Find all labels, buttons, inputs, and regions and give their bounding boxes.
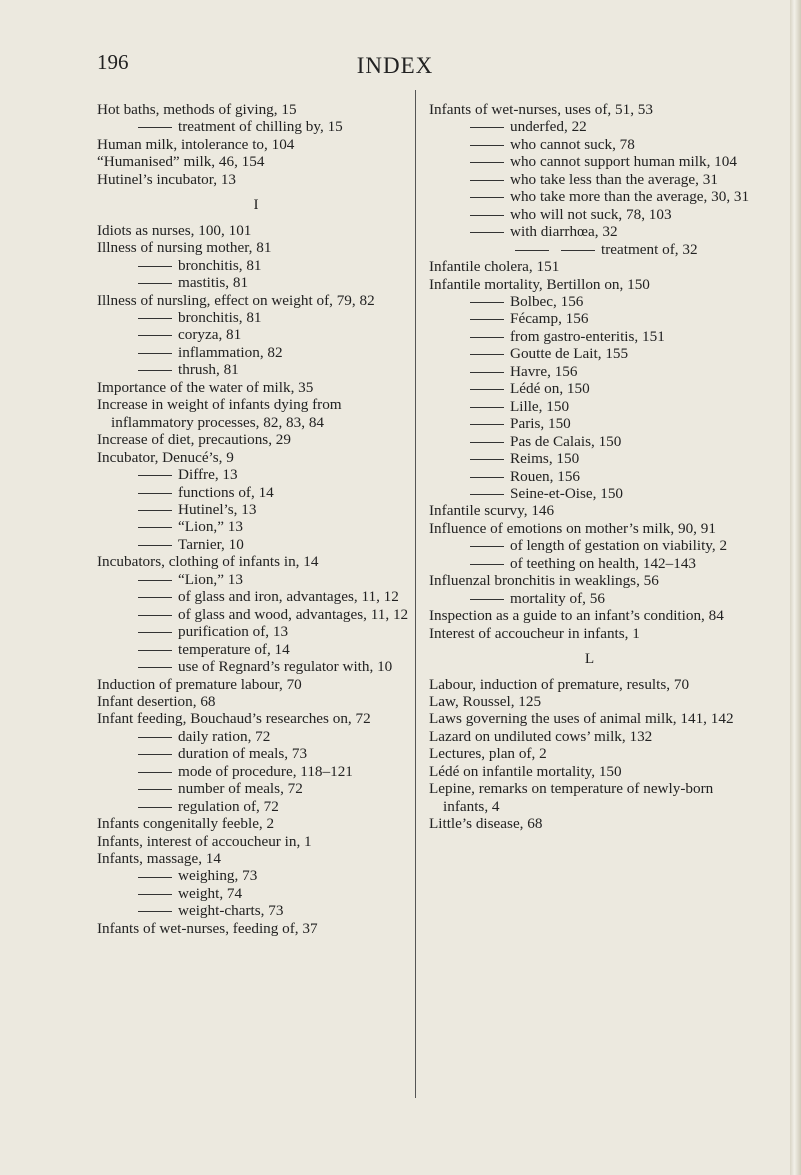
index-column-left xyxy=(97,101,415,937)
entry-text: “Humanised” milk, 46, 154 xyxy=(97,153,265,171)
entry-text: Pas de Calais, 150 xyxy=(510,432,622,450)
entry-text: Labour, induction of premature, results, 70 xyxy=(429,675,690,693)
index-entry xyxy=(97,920,415,937)
entry-text: Idiots as nurses, 100, 101 xyxy=(97,221,252,239)
ditto-dash xyxy=(138,370,172,371)
ditto-dash xyxy=(561,250,595,251)
index-subentry xyxy=(97,728,415,745)
entry-text: Lepine, remarks on temperature of newly-born infants, 4 xyxy=(429,780,714,815)
entry-text: weight, 74 xyxy=(178,884,243,902)
index-entry xyxy=(97,101,415,118)
ditto-dash xyxy=(470,337,504,338)
entry-text: Hutinel’s incubator, 13 xyxy=(97,170,237,188)
index-subentry xyxy=(429,328,750,345)
entry-text: Lédé on, 150 xyxy=(510,380,590,398)
ditto-dash xyxy=(138,911,172,912)
entry-text: of glass and iron, advantages, 11, 12 xyxy=(178,588,399,606)
entry-text: temperature of, 14 xyxy=(178,640,290,658)
index-subentry xyxy=(429,241,750,258)
entry-text: Inspection as a guide to an infant’s condition, 84 xyxy=(429,607,724,625)
index-entry xyxy=(97,292,415,309)
index-entry xyxy=(97,676,415,693)
ditto-dash xyxy=(470,389,504,390)
ditto-dash xyxy=(470,442,504,443)
index-subentry xyxy=(97,466,415,483)
index-entry xyxy=(97,239,415,256)
entry-text: Influenzal bronchitis in weaklings, 56 xyxy=(429,572,659,590)
entry-text: Illness of nursling, effect on weight of, 79, 82 xyxy=(97,291,375,309)
entry-text: Laws governing the uses of animal milk, 141, 142 xyxy=(429,710,734,728)
index-entry xyxy=(97,171,415,188)
entry-text: Rouen, 156 xyxy=(510,467,581,485)
index-subentry xyxy=(97,780,415,797)
column-divider xyxy=(415,90,416,1098)
index-entry xyxy=(97,449,415,466)
index-subentry xyxy=(429,380,750,397)
ditto-dash xyxy=(138,789,172,790)
entry-text: “Lion,” 13 xyxy=(178,518,243,536)
index-entry xyxy=(97,850,415,867)
ditto-dash xyxy=(470,319,504,320)
ditto-dash xyxy=(138,894,172,895)
entry-text: mortality of, 56 xyxy=(510,589,605,607)
index-subentry xyxy=(97,118,415,135)
ditto-dash xyxy=(470,546,504,547)
entry-text: with diarrhœa, 32 xyxy=(510,223,618,241)
entry-text: who will not suck, 78, 103 xyxy=(510,205,672,223)
index-subentry xyxy=(97,484,415,501)
page-edge xyxy=(790,0,801,1175)
entry-text: mode of procedure, 118–121 xyxy=(178,762,353,780)
entry-text: inflammation, 82 xyxy=(178,343,283,361)
index-entry xyxy=(97,815,415,832)
ditto-dash xyxy=(138,597,172,598)
index-subentry xyxy=(429,485,750,502)
ditto-dash xyxy=(138,283,172,284)
entry-text: Infants, interest of accoucheur in, 1 xyxy=(97,832,312,850)
index-subentry xyxy=(429,398,750,415)
entry-text: Lazard on undiluted cows’ milk, 132 xyxy=(429,727,653,745)
entry-text: purification of, 13 xyxy=(178,623,289,641)
index-subentry xyxy=(429,468,750,485)
index-column-right xyxy=(429,101,750,833)
entry-text: Increase in weight of infants dying from inflammatory processes, 82, 83, 84 xyxy=(97,396,342,431)
index-entry xyxy=(97,396,415,431)
entry-text: Lectures, plan of, 2 xyxy=(429,745,547,763)
index-subentry xyxy=(97,745,415,762)
section-letter: L xyxy=(584,650,595,668)
index-entry xyxy=(429,625,750,642)
index-entry xyxy=(429,101,750,118)
entry-text: use of Regnard’s regulator with, 10 xyxy=(178,658,393,676)
ditto-dash xyxy=(138,510,172,511)
ditto-dash xyxy=(470,354,504,355)
index-entry xyxy=(429,780,750,815)
ditto-dash xyxy=(470,372,504,373)
entry-text: bronchitis, 81 xyxy=(178,308,262,326)
index-subentry xyxy=(429,555,750,572)
ditto-dash xyxy=(138,266,172,267)
entry-text: Infantile scurvy, 146 xyxy=(429,502,555,520)
index-entry xyxy=(97,833,415,850)
entry-text: who cannot support human milk, 104 xyxy=(510,153,737,171)
entry-text: Incubator, Denucé’s, 9 xyxy=(97,448,234,466)
index-entry xyxy=(429,728,750,745)
entry-text: treatment of chilling by, 15 xyxy=(178,118,343,136)
ditto-dash xyxy=(470,564,504,565)
index-subentry xyxy=(429,363,750,380)
index-subentry xyxy=(97,623,415,640)
index-entry xyxy=(97,710,415,727)
index-subentry xyxy=(429,537,750,554)
index-subentry xyxy=(97,518,415,535)
index-subentry xyxy=(429,206,750,223)
ditto-dash xyxy=(470,215,504,216)
entry-text: Increase of diet, precautions, 29 xyxy=(97,431,291,449)
index-entry xyxy=(429,815,750,832)
entry-text: Infant desertion, 68 xyxy=(97,692,216,710)
entry-text: Fécamp, 156 xyxy=(510,310,589,328)
entry-text: Infants, massage, 14 xyxy=(97,850,221,868)
ditto-dash xyxy=(470,494,504,495)
ditto-dash xyxy=(138,615,172,616)
index-entry xyxy=(429,710,750,727)
index-entry xyxy=(429,572,750,589)
ditto-dash xyxy=(470,599,504,600)
ditto-dash xyxy=(138,527,172,528)
entry-text: Reims, 150 xyxy=(510,450,580,468)
entry-text: bronchitis, 81 xyxy=(178,256,262,274)
ditto-dash xyxy=(138,318,172,319)
index-subentry xyxy=(429,136,750,153)
section-letter: I xyxy=(253,196,259,214)
entry-text: Lédé on infantile mortality, 150 xyxy=(429,762,622,780)
index-subentry xyxy=(429,293,750,310)
index-subentry xyxy=(429,590,750,607)
ditto-dash xyxy=(470,197,504,198)
page-number: 196 xyxy=(97,50,129,74)
ditto-dash xyxy=(470,162,504,163)
ditto-dash xyxy=(138,353,172,354)
entry-text: of teething on health, 142–143 xyxy=(510,554,697,572)
ditto-dash xyxy=(470,477,504,478)
index-subentry xyxy=(429,118,750,135)
index-entry xyxy=(429,258,750,275)
index-subentry xyxy=(97,588,415,605)
entry-text: Bolbec, 156 xyxy=(510,292,584,310)
entry-text: Havre, 156 xyxy=(510,362,578,380)
index-subentry xyxy=(97,361,415,378)
index-subentry xyxy=(97,274,415,291)
ditto-dash xyxy=(138,807,172,808)
entry-text: Goutte de Lait, 155 xyxy=(510,345,629,363)
entry-text: who cannot suck, 78 xyxy=(510,135,635,153)
entry-text: “Lion,” 13 xyxy=(178,570,243,588)
entry-text: Paris, 150 xyxy=(510,415,571,433)
entry-text: duration of meals, 73 xyxy=(178,745,308,763)
index-entry xyxy=(97,553,415,570)
ditto-dash xyxy=(138,632,172,633)
ditto-dash xyxy=(138,667,172,668)
entry-text: Infants congenitally feeble, 2 xyxy=(97,815,275,833)
ditto-dash xyxy=(470,232,504,233)
index-entry xyxy=(97,379,415,396)
ditto-dash xyxy=(138,335,172,336)
ditto-dash xyxy=(138,545,172,546)
index-entry xyxy=(97,153,415,170)
ditto-dash xyxy=(138,877,172,878)
entry-text: Incubators, clothing of infants in, 14 xyxy=(97,553,319,571)
ditto-dash xyxy=(515,250,549,251)
ditto-dash xyxy=(138,772,172,773)
entry-text: of glass and wood, advantages, 11, 12 xyxy=(178,605,409,623)
index-subentry xyxy=(97,309,415,326)
entry-text: weight-charts, 73 xyxy=(178,902,284,920)
index-subentry xyxy=(97,798,415,815)
index-entry xyxy=(97,222,415,239)
index-subentry xyxy=(429,188,750,205)
entry-text: Infantile cholera, 151 xyxy=(429,258,560,276)
entry-text: from gastro-enteritis, 151 xyxy=(510,327,665,345)
index-subentry xyxy=(97,536,415,553)
entry-text: Lille, 150 xyxy=(510,397,570,415)
ditto-dash xyxy=(470,180,504,181)
ditto-dash xyxy=(470,407,504,408)
ditto-dash xyxy=(470,145,504,146)
entry-text: daily ration, 72 xyxy=(178,727,271,745)
index-subentry xyxy=(97,902,415,919)
entry-text: Importance of the water of milk, 35 xyxy=(97,378,314,396)
index-subentry xyxy=(429,223,750,240)
ditto-dash xyxy=(138,737,172,738)
entry-text: underfed, 22 xyxy=(510,118,587,136)
entry-text: mastitis, 81 xyxy=(178,274,249,292)
index-entry xyxy=(97,693,415,710)
entry-text: thrush, 81 xyxy=(178,361,239,379)
index-subentry xyxy=(429,153,750,170)
index-subentry xyxy=(97,571,415,588)
entry-text: Tarnier, 10 xyxy=(178,535,244,553)
ditto-dash xyxy=(470,302,504,303)
index-subentry xyxy=(97,641,415,658)
ditto-dash xyxy=(470,127,504,128)
index-subentry xyxy=(429,310,750,327)
entry-text: number of meals, 72 xyxy=(178,780,303,798)
ditto-dash xyxy=(138,475,172,476)
index-entry xyxy=(429,745,750,762)
entry-text: Little’s disease, 68 xyxy=(429,815,543,833)
entry-text: Diffre, 13 xyxy=(178,466,238,484)
index-subentry xyxy=(429,450,750,467)
entry-text: regulation of, 72 xyxy=(178,797,279,815)
entry-text: Seine-et-Oise, 150 xyxy=(510,484,624,502)
ditto-dash xyxy=(138,580,172,581)
ditto-dash xyxy=(470,459,504,460)
ditto-dash xyxy=(138,127,172,128)
entry-text: functions of, 14 xyxy=(178,483,274,501)
index-subentry xyxy=(429,345,750,362)
index-subentry xyxy=(97,885,415,902)
index-entry xyxy=(429,693,750,710)
entry-text: weighing, 73 xyxy=(178,867,258,885)
ditto-dash xyxy=(138,754,172,755)
index-subentry xyxy=(97,344,415,361)
entry-text: Infants of wet-nurses, feeding of, 37 xyxy=(97,919,318,937)
index-subentry xyxy=(97,257,415,274)
entry-text: who take more than the average, 30, 31 xyxy=(510,188,750,206)
index-subentry xyxy=(97,326,415,343)
entry-text: coryza, 81 xyxy=(178,326,242,344)
index-entry xyxy=(429,763,750,780)
entry-text: who take less than the average, 31 xyxy=(510,170,718,188)
index-subentry xyxy=(429,171,750,188)
index-subentry xyxy=(97,763,415,780)
entry-text: Infantile mortality, Bertillon on, 150 xyxy=(429,275,650,293)
entry-text: Infants of wet-nurses, uses of, 51, 53 xyxy=(429,101,653,118)
entry-text: of length of gestation on viability, 2 xyxy=(510,537,728,555)
index-entry xyxy=(429,502,750,519)
index-subentry xyxy=(97,606,415,623)
entry-text: treatment of, 32 xyxy=(601,240,698,258)
running-head: INDEX xyxy=(356,53,434,78)
ditto-dash xyxy=(470,424,504,425)
index-entry xyxy=(429,276,750,293)
entry-text: Hot baths, methods of giving, 15 xyxy=(97,101,297,118)
index-entry xyxy=(429,520,750,537)
entry-text: Law, Roussel, 125 xyxy=(429,692,542,710)
entry-text: Hutinel’s, 13 xyxy=(178,500,257,518)
entry-text: Human milk, intolerance to, 104 xyxy=(97,135,295,153)
index-entry xyxy=(97,431,415,448)
ditto-dash xyxy=(138,493,172,494)
index-subentry xyxy=(429,415,750,432)
index-entry xyxy=(429,607,750,624)
index-subentry xyxy=(429,433,750,450)
entry-text: Interest of accoucheur in infants, 1 xyxy=(429,624,640,642)
index-subentry xyxy=(97,658,415,675)
index-subentry xyxy=(97,867,415,884)
index-entry xyxy=(429,676,750,693)
ditto-dash xyxy=(138,650,172,651)
entry-text: Influence of emotions on mother’s milk, 90, 91 xyxy=(429,519,716,537)
entry-text: Illness of nursing mother, 81 xyxy=(97,239,272,257)
index-entry xyxy=(97,136,415,153)
entry-text: Infant feeding, Bouchaud’s researches on, 72 xyxy=(97,710,371,728)
index-subentry xyxy=(97,501,415,518)
entry-text: Induction of premature labour, 70 xyxy=(97,675,302,693)
